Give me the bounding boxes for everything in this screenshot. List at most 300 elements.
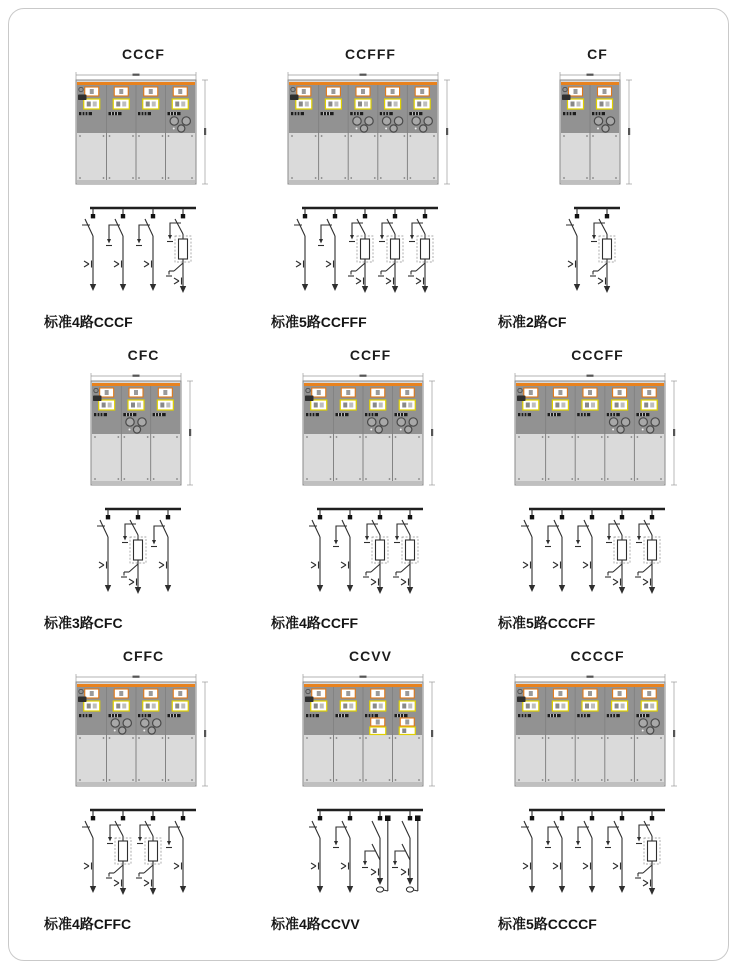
circuit-diagram <box>521 804 675 904</box>
cabinet-body <box>91 381 181 485</box>
hinge-dot <box>167 779 169 781</box>
yellow-indicator-box <box>310 701 326 711</box>
label-strip <box>563 112 576 115</box>
label-strip <box>636 413 649 416</box>
yellow-indicator-box <box>172 99 188 109</box>
cabinet-drawing <box>301 371 441 499</box>
yellow-indicator-box <box>113 99 129 109</box>
yellow-indicator-box <box>399 701 415 711</box>
hinge-dot <box>102 135 104 137</box>
cabinet-drawing <box>513 371 683 499</box>
cabinet-body <box>76 80 196 184</box>
circuit-diagram <box>294 202 448 302</box>
hinge-dot <box>176 478 178 480</box>
gauge-circle <box>390 125 397 132</box>
cabinet-body <box>288 80 438 184</box>
hinge-dot <box>123 436 125 438</box>
circuit-f-symbol <box>106 810 131 895</box>
hinge-dot <box>403 135 405 137</box>
hinge-dot <box>547 737 549 739</box>
label-strip <box>123 413 136 416</box>
circuit-c-symbol <box>82 810 96 893</box>
hinge-dot <box>123 478 125 480</box>
hinge-dot <box>365 779 367 781</box>
nameplate-icon <box>78 95 87 101</box>
gauge-circle <box>148 727 155 734</box>
circuit-f-symbol <box>635 810 660 895</box>
gauge-circle <box>617 426 624 433</box>
dimension-label-mark <box>431 730 433 737</box>
top-orange-strip <box>304 684 422 687</box>
gauge-circle <box>133 426 140 433</box>
yellow-indicator-box <box>567 99 583 109</box>
circuit-diagram <box>521 503 675 603</box>
breaker-box <box>385 816 391 822</box>
cabinet-body <box>515 682 665 786</box>
hinge-dot <box>306 478 308 480</box>
gauge-circle <box>123 719 131 727</box>
yellow-indicator-box <box>641 701 657 711</box>
top-orange-strip <box>516 383 664 386</box>
dimension-label-mark <box>628 128 630 135</box>
config-panel-ccvv <box>257 648 484 949</box>
gauge-circle <box>621 418 629 426</box>
hinge-dot <box>409 177 411 179</box>
panel-caption: 标准2路CF <box>498 314 567 330</box>
gauge-circle <box>170 117 178 125</box>
base-strip <box>516 782 664 786</box>
hinge-dot <box>636 779 638 781</box>
panel-caption: 标准4路CFFC <box>44 916 132 932</box>
config-panel-cccff <box>484 347 711 648</box>
label-strip <box>306 714 319 717</box>
base-strip <box>289 180 437 184</box>
gauge-circle <box>651 719 659 727</box>
hinge-dot <box>102 779 104 781</box>
hinge-dot <box>314 135 316 137</box>
circuit-diagram <box>566 202 630 302</box>
hinge-dot <box>571 436 573 438</box>
label-strip <box>606 714 619 717</box>
hinge-dot <box>563 177 565 179</box>
hinge-dot <box>586 135 588 137</box>
hinge-dot <box>379 177 381 179</box>
hinge-dot <box>79 177 81 179</box>
yellow-indicator-box <box>641 400 657 410</box>
circuit-f-symbol <box>363 509 388 594</box>
circuit-c-symbol <box>318 208 338 291</box>
hinge-dot <box>388 779 390 781</box>
fuse-body <box>617 540 626 560</box>
fuse-body <box>405 540 414 560</box>
label-strip <box>306 413 319 416</box>
hinge-dot <box>394 737 396 739</box>
cable-termination-ring <box>376 887 383 892</box>
circuit-f-symbol <box>605 509 630 594</box>
cabinet-body <box>515 381 665 485</box>
hinge-dot <box>108 737 110 739</box>
label-strip <box>547 714 560 717</box>
gauge-circle <box>412 117 420 125</box>
label-strip <box>636 714 649 717</box>
panel-title: CCCFF <box>571 347 624 363</box>
hinge-dot <box>161 737 163 739</box>
label-strip <box>167 112 180 115</box>
dimension-label-mark <box>586 676 593 678</box>
hinge-dot <box>108 779 110 781</box>
config-panel-cccf <box>30 46 257 347</box>
hinge-dot <box>306 779 308 781</box>
yellow-indicator-box <box>142 99 158 109</box>
label-strip <box>138 112 151 115</box>
hinge-dot <box>433 135 435 137</box>
hinge-dot <box>94 478 96 480</box>
yellow-indicator-box <box>369 400 385 410</box>
gauge-circle <box>118 727 125 734</box>
hinge-dot <box>329 737 331 739</box>
hinge-dot <box>418 779 420 781</box>
hinge-dot <box>365 436 367 438</box>
yellow-indicator-box <box>310 400 326 410</box>
circuit-c-symbol <box>82 208 96 291</box>
gauge-circle <box>646 727 653 734</box>
config-panel-cf <box>484 46 711 347</box>
hinge-dot <box>409 135 411 137</box>
circuit-c-symbol <box>521 810 535 893</box>
base-strip <box>92 481 180 485</box>
hinge-dot <box>394 478 396 480</box>
hinge-dot <box>433 177 435 179</box>
base-strip <box>516 481 664 485</box>
hinge-dot <box>359 436 361 438</box>
label-strip <box>606 413 619 416</box>
panel-caption: 标准4路CCVV <box>271 916 360 932</box>
fuse-body <box>602 239 611 259</box>
hinge-dot <box>359 779 361 781</box>
gauge-circle <box>379 418 387 426</box>
hinge-dot <box>117 478 119 480</box>
yellow-indicator-box <box>552 400 568 410</box>
hinge-dot <box>191 177 193 179</box>
hinge-dot <box>152 436 154 438</box>
fuse-body <box>178 239 187 259</box>
label-strip <box>79 112 92 115</box>
label-strip <box>577 714 590 717</box>
gauge-circle <box>111 719 119 727</box>
config-panel-cffc <box>30 648 257 949</box>
label-strip <box>379 112 392 115</box>
gauge-circle <box>394 117 402 125</box>
hinge-dot <box>600 737 602 739</box>
gauge-circle <box>364 117 372 125</box>
yellow-indicator-box <box>522 701 538 711</box>
circuit-f-symbol <box>635 509 660 594</box>
cabinet-body <box>303 682 423 786</box>
hinge-dot <box>138 177 140 179</box>
circuit-c-symbol <box>333 509 353 592</box>
breaker-box <box>415 816 421 822</box>
gauge-circle <box>639 418 647 426</box>
hinge-dot <box>660 478 662 480</box>
yellow-indicator-box <box>325 99 341 109</box>
hinge-dot <box>132 737 134 739</box>
circuit-c-symbol <box>566 208 580 291</box>
hinge-dot <box>636 436 638 438</box>
config-panel-ccff <box>257 347 484 648</box>
circuit-diagram <box>82 804 206 904</box>
config-panel-ccfff <box>257 46 484 347</box>
label-strip <box>320 112 333 115</box>
cabinet-drawing <box>89 371 199 499</box>
cable-termination-ring <box>406 887 413 892</box>
circuit-f-symbol <box>393 509 418 594</box>
yellow-indicator-box <box>522 400 538 410</box>
dimension-label-mark <box>446 128 448 135</box>
fuse-body <box>375 540 384 560</box>
panel-title: CCFF <box>349 347 392 363</box>
hinge-dot <box>146 436 148 438</box>
label-strip <box>518 413 531 416</box>
base-strip <box>304 481 422 485</box>
hinge-dot <box>606 737 608 739</box>
hinge-dot <box>291 135 293 137</box>
hinge-dot <box>388 436 390 438</box>
nameplate-icon <box>517 396 526 402</box>
yellow-indicator-box <box>399 400 415 410</box>
gauge-circle <box>382 117 390 125</box>
hinge-dot <box>320 177 322 179</box>
panel-title: CFC <box>127 347 160 363</box>
yellow-indicator-box <box>157 400 173 410</box>
hinge-dot <box>291 177 293 179</box>
hinge-dot <box>600 478 602 480</box>
label-strip <box>577 413 590 416</box>
hinge-dot <box>335 436 337 438</box>
dimension-label-mark <box>189 429 191 436</box>
hinge-dot <box>541 779 543 781</box>
circuit-c-symbol <box>545 810 565 893</box>
yellow-indicator-box <box>98 400 114 410</box>
hinge-dot <box>335 779 337 781</box>
gauge-circle <box>651 418 659 426</box>
label-strip <box>335 714 348 717</box>
label-strip <box>108 714 121 717</box>
label-strip <box>365 714 378 717</box>
label-strip <box>108 112 121 115</box>
gauge-circle <box>646 426 653 433</box>
hinge-dot <box>418 436 420 438</box>
gauge-circle <box>360 125 367 132</box>
panel-caption: 标准5路CCCFF <box>498 615 596 631</box>
top-orange-strip <box>77 82 195 85</box>
fuse-body <box>647 540 656 560</box>
hinge-dot <box>365 737 367 739</box>
hinge-dot <box>636 478 638 480</box>
hinge-dot <box>108 135 110 137</box>
label-strip <box>350 112 363 115</box>
label-strip <box>394 714 407 717</box>
hinge-dot <box>161 779 163 781</box>
cabinet-drawing <box>558 70 638 198</box>
hinge-dot <box>418 478 420 480</box>
hinge-dot <box>541 478 543 480</box>
cabinet-drawing <box>74 70 214 198</box>
gauge-circle <box>177 125 184 132</box>
gauge-circle <box>152 719 160 727</box>
hinge-dot <box>615 177 617 179</box>
dimension-label-mark <box>359 676 366 678</box>
hinge-dot <box>577 737 579 739</box>
hinge-dot <box>102 177 104 179</box>
fuse-body <box>118 841 127 861</box>
hinge-dot <box>102 737 104 739</box>
fuse-body <box>420 239 429 259</box>
circuit-c-symbol <box>575 509 595 592</box>
yellow-indicator-box <box>113 701 129 711</box>
label-strip <box>138 714 151 717</box>
hinge-dot <box>571 779 573 781</box>
circuit-c-symbol <box>575 810 595 893</box>
circuit-f-symbol <box>166 208 191 293</box>
gauge-circle <box>424 117 432 125</box>
gauge-circle <box>182 117 190 125</box>
hinge-dot <box>94 436 96 438</box>
hinge-dot <box>615 135 617 137</box>
panel-caption: 标准5路CCFFF <box>271 314 367 330</box>
hinge-dot <box>359 737 361 739</box>
dimension-label-mark <box>673 429 675 436</box>
hinge-dot <box>586 177 588 179</box>
hinge-dot <box>138 779 140 781</box>
yellow-indicator-box <box>295 99 311 109</box>
hinge-dot <box>335 478 337 480</box>
hinge-dot <box>518 478 520 480</box>
nameplate-icon <box>517 697 526 703</box>
cabinet-drawing <box>74 672 214 800</box>
yellow-indicator-box <box>611 400 627 410</box>
top-orange-strip <box>516 684 664 687</box>
gauge-circle <box>609 418 617 426</box>
circuit-c-symbol <box>136 208 156 291</box>
hinge-dot <box>600 436 602 438</box>
hinge-dot <box>320 135 322 137</box>
dimension-label-mark <box>431 429 433 436</box>
nameplate-icon <box>305 396 314 402</box>
circuit-c-symbol <box>545 509 565 592</box>
fuse-body <box>390 239 399 259</box>
config-panel-cfc <box>30 347 257 648</box>
config-panel-ccccf <box>484 648 711 949</box>
hinge-dot <box>146 478 148 480</box>
hinge-dot <box>394 779 396 781</box>
gauge-circle <box>137 418 145 426</box>
hinge-dot <box>365 478 367 480</box>
top-orange-strip <box>561 82 619 85</box>
hinge-dot <box>191 737 193 739</box>
hinge-dot <box>344 135 346 137</box>
hinge-dot <box>403 177 405 179</box>
circuit-c-symbol <box>97 509 111 592</box>
hinge-dot <box>636 737 638 739</box>
top-orange-strip <box>92 383 180 386</box>
gauge-circle <box>140 719 148 727</box>
yellow-indicator-box <box>552 701 568 711</box>
circuit-c-symbol <box>605 810 625 893</box>
hinge-dot <box>329 478 331 480</box>
hinge-dot <box>630 737 632 739</box>
hinge-dot <box>518 779 520 781</box>
yellow-indicator-box <box>596 99 612 109</box>
hinge-dot <box>167 177 169 179</box>
yellow-indicator-box <box>83 701 99 711</box>
yellow-indicator-box <box>172 701 188 711</box>
hinge-dot <box>541 436 543 438</box>
fuse-body <box>148 841 157 861</box>
label-strip <box>547 413 560 416</box>
hinge-dot <box>373 177 375 179</box>
gauge-circle <box>367 418 375 426</box>
hinge-dot <box>350 135 352 137</box>
nameplate-icon <box>78 697 87 703</box>
circuit-c-symbol <box>106 208 126 291</box>
gauge-circle <box>601 125 608 132</box>
gauge-circle <box>375 426 382 433</box>
label-strip <box>94 413 107 416</box>
hinge-dot <box>152 478 154 480</box>
label-strip <box>167 714 180 717</box>
circuit-c-symbol <box>294 208 308 291</box>
yellow-indicator-box <box>369 701 385 711</box>
circuit-f-symbol <box>590 208 615 293</box>
hinge-dot <box>592 177 594 179</box>
base-strip <box>77 180 195 184</box>
panel-caption: 标准3路CFC <box>44 615 123 631</box>
label-strip <box>394 413 407 416</box>
circuit-f-symbol <box>408 208 433 293</box>
hinge-dot <box>388 478 390 480</box>
hinge-dot <box>577 779 579 781</box>
hinge-dot <box>547 436 549 438</box>
panel-caption: 标准4路CCFF <box>271 615 359 631</box>
gauge-circle <box>404 426 411 433</box>
hinge-dot <box>191 779 193 781</box>
hinge-dot <box>306 436 308 438</box>
hinge-dot <box>394 436 396 438</box>
hinge-dot <box>329 436 331 438</box>
label-strip <box>518 714 531 717</box>
dimension-label-mark <box>204 128 206 135</box>
fuse-body <box>647 841 656 861</box>
panel-title: CF <box>587 46 608 62</box>
panel-title: CFFC <box>122 648 165 664</box>
hinge-dot <box>571 478 573 480</box>
gauge-circle <box>639 719 647 727</box>
hinge-dot <box>379 135 381 137</box>
yellow-indicator-box <box>582 400 598 410</box>
yellow-indicator-box <box>384 99 400 109</box>
circuit-f-symbol <box>121 509 146 594</box>
dimension-label-mark <box>132 375 139 377</box>
dimension-label-mark <box>359 375 366 377</box>
hinge-dot <box>176 436 178 438</box>
yellow-indicator-box <box>83 99 99 109</box>
yellow-indicator-box <box>340 400 356 410</box>
hinge-dot <box>592 135 594 137</box>
hinge-dot <box>79 737 81 739</box>
hinge-dot <box>606 436 608 438</box>
circuit-f-symbol <box>348 208 373 293</box>
circuit-diagram <box>97 503 191 603</box>
